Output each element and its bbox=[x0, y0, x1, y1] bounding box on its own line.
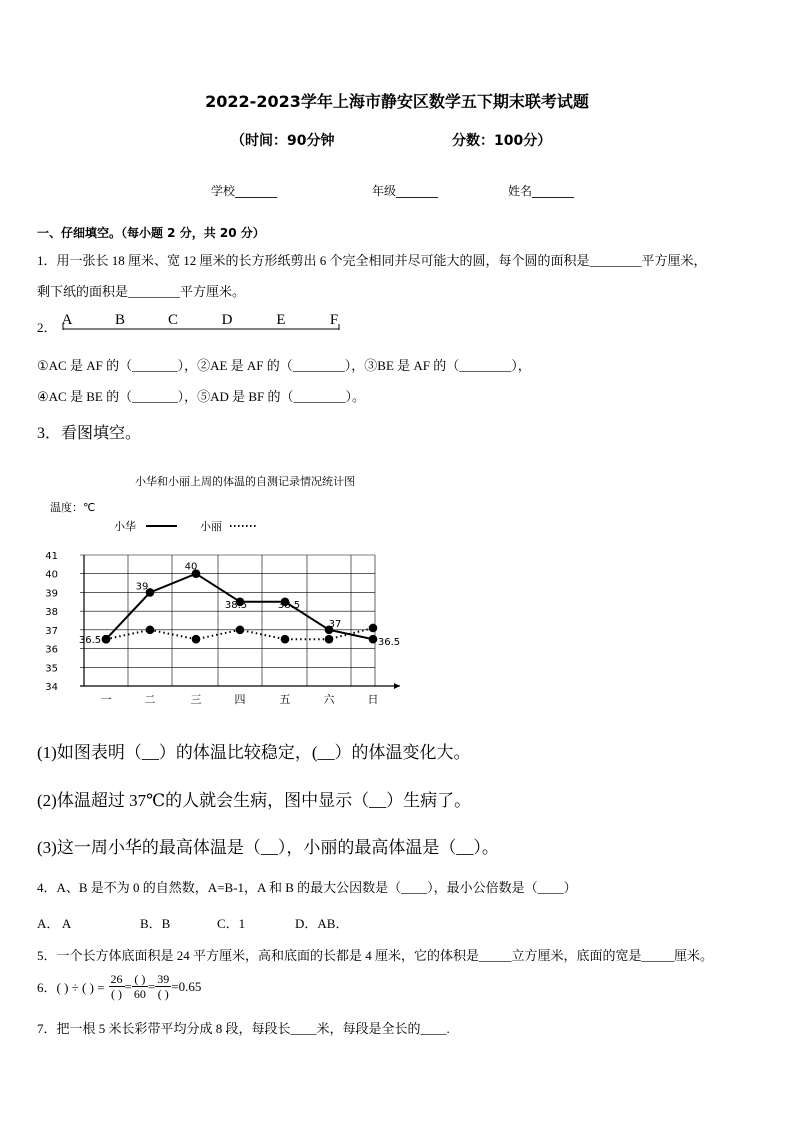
data-label: 38.5 bbox=[277, 599, 301, 611]
y-tick-label: 36 bbox=[45, 644, 58, 656]
y-tick-label: 35 bbox=[45, 663, 58, 675]
equals-2: = bbox=[147, 978, 156, 994]
question-4-option-a: A． A bbox=[37, 916, 72, 931]
legend-label-xiaoli: 小丽 bbox=[200, 520, 222, 533]
data-point bbox=[146, 626, 155, 635]
y-tick-label: 40 bbox=[45, 569, 58, 581]
fraction-2 bbox=[132, 972, 148, 1001]
question-6-prefix: 6．( ) ÷ ( ) = bbox=[37, 980, 105, 995]
fraction-3-denominator: ( ) bbox=[157, 987, 169, 1001]
name-field[interactable]: 姓名_______ bbox=[508, 184, 575, 198]
question-4-option-b: B．B bbox=[140, 916, 171, 931]
fraction-2-denominator: 60 bbox=[133, 987, 146, 1001]
fraction-1-denominator: ( ) bbox=[111, 987, 123, 1001]
data-label: 37 bbox=[328, 618, 342, 630]
section-heading: 一、仔细填空。（每小题 2 分，共 20 分） bbox=[37, 226, 265, 240]
fraction-3 bbox=[155, 972, 171, 1001]
y-tick-label: 39 bbox=[45, 588, 58, 600]
fraction-2-numerator: ( ) bbox=[132, 972, 148, 987]
point-label-f: F bbox=[329, 312, 339, 328]
point-label-b: B bbox=[114, 312, 126, 328]
question-3-sub-3: (3)这一周小华的最高体温是（__），小丽的最高体温是（__）。 bbox=[37, 838, 499, 857]
temperature-chart bbox=[40, 462, 420, 714]
chart-y-label: 温度：℃ bbox=[50, 501, 96, 514]
x-tick-label: 日 bbox=[367, 693, 379, 706]
question-6 bbox=[37, 972, 201, 1001]
x-tick-label: 四 bbox=[234, 693, 246, 706]
segment-figure bbox=[55, 308, 350, 336]
chart-title: 小华和小丽上周的体温的自测记录情况统计图 bbox=[135, 475, 355, 488]
question-4-option-c: C．1 bbox=[217, 916, 246, 931]
data-label: 36.5 bbox=[377, 637, 401, 649]
y-tick-label: 41 bbox=[45, 551, 58, 562]
x-tick-label: 六 bbox=[323, 693, 335, 706]
chart-grid bbox=[80, 555, 400, 689]
grade-field[interactable]: 年级_______ bbox=[372, 184, 439, 198]
data-point bbox=[192, 635, 201, 644]
question-2-label: 2． bbox=[37, 320, 57, 335]
question-5: 5．一个长方体底面积是 24 平方厘米，高和底面的长都是 4 厘米，它的体积是_____立方厘米，底面的宽是_____厘米。 bbox=[37, 948, 714, 963]
x-axis-arrow bbox=[394, 683, 400, 689]
question-7: 7．把一根 5 米长彩带平均分成 8 段，每段长____米，每段是全长的____. bbox=[37, 1021, 450, 1036]
question-4-option-d: D．AB． bbox=[295, 916, 349, 931]
fraction-3-numerator: 39 bbox=[157, 972, 170, 986]
question-3-label: 3．看图填空。 bbox=[37, 425, 142, 442]
point-label-a: A bbox=[61, 312, 73, 328]
x-tick-label: 五 bbox=[279, 693, 291, 706]
y-tick-label: 37 bbox=[45, 625, 58, 637]
data-point bbox=[369, 635, 378, 644]
data-point bbox=[325, 635, 334, 644]
y-tick-label: 34 bbox=[45, 682, 58, 693]
x-tick-label: 一 bbox=[100, 693, 112, 706]
data-point bbox=[369, 624, 378, 633]
page-title: 2022-2023学年上海市静安区数学五下期末联考试题 bbox=[205, 92, 589, 111]
data-label: 39 bbox=[135, 581, 149, 593]
data-label: 36.5 bbox=[78, 635, 102, 647]
x-tick-label: 二 bbox=[144, 693, 156, 706]
chart-y-ticks bbox=[45, 551, 58, 693]
question-3-sub-2: (2)体温超过 37℃的人就会生病，图中显示（__）生病了。 bbox=[37, 791, 472, 810]
fraction-1-numerator: 26 bbox=[110, 972, 123, 986]
data-point bbox=[102, 635, 111, 644]
data-point bbox=[281, 635, 290, 644]
question-2-line-1: ①AC 是 AF 的（_______），②AE 是 AF 的（________），③BE 是 AF 的（________）， bbox=[37, 358, 531, 373]
exam-score: 分数：100分） bbox=[452, 133, 552, 149]
exam-time: （时间：90分钟 bbox=[231, 133, 335, 149]
point-label-c: C bbox=[167, 312, 179, 328]
x-tick-label: 三 bbox=[190, 693, 202, 706]
question-4-stem: 4．A、B 是不为 0 的自然数，A=B-1，A 和 B 的最大公因数是（____），最小公倍数是（____） bbox=[37, 880, 577, 895]
school-field[interactable]: 学校_______ bbox=[211, 184, 278, 198]
y-tick-label: 38 bbox=[45, 607, 58, 619]
chart-series bbox=[79, 562, 400, 649]
data-label: 38.5 bbox=[224, 599, 248, 611]
chart-x-ticks bbox=[101, 693, 379, 706]
point-label-e: E bbox=[276, 312, 286, 328]
question-6-suffix: =0.65 bbox=[171, 978, 202, 994]
question-1-line-2: 剩下纸的面积是________平方厘米。 bbox=[37, 284, 246, 299]
equals-1: = bbox=[124, 978, 132, 994]
legend-label-xiaohua: 小华 bbox=[114, 520, 136, 533]
question-2-line-2: ④AC 是 BE 的（_______），⑤AD 是 BF 的（________）。 bbox=[37, 389, 366, 404]
question-1-line-1: 1．用一张长 18 厘米、宽 12 厘米的长方形纸剪出 6 个完全相同并尽可能大的圆，每个圆的面积是________平方厘米， bbox=[37, 253, 707, 268]
point-label-d: D bbox=[221, 312, 233, 328]
fraction-1 bbox=[109, 972, 125, 1001]
data-point bbox=[236, 626, 245, 635]
question-3-sub-1: (1)如图表明（__）的体温比较稳定，(__）的体温变化大。 bbox=[37, 743, 471, 762]
data-label: 40 bbox=[184, 561, 198, 573]
